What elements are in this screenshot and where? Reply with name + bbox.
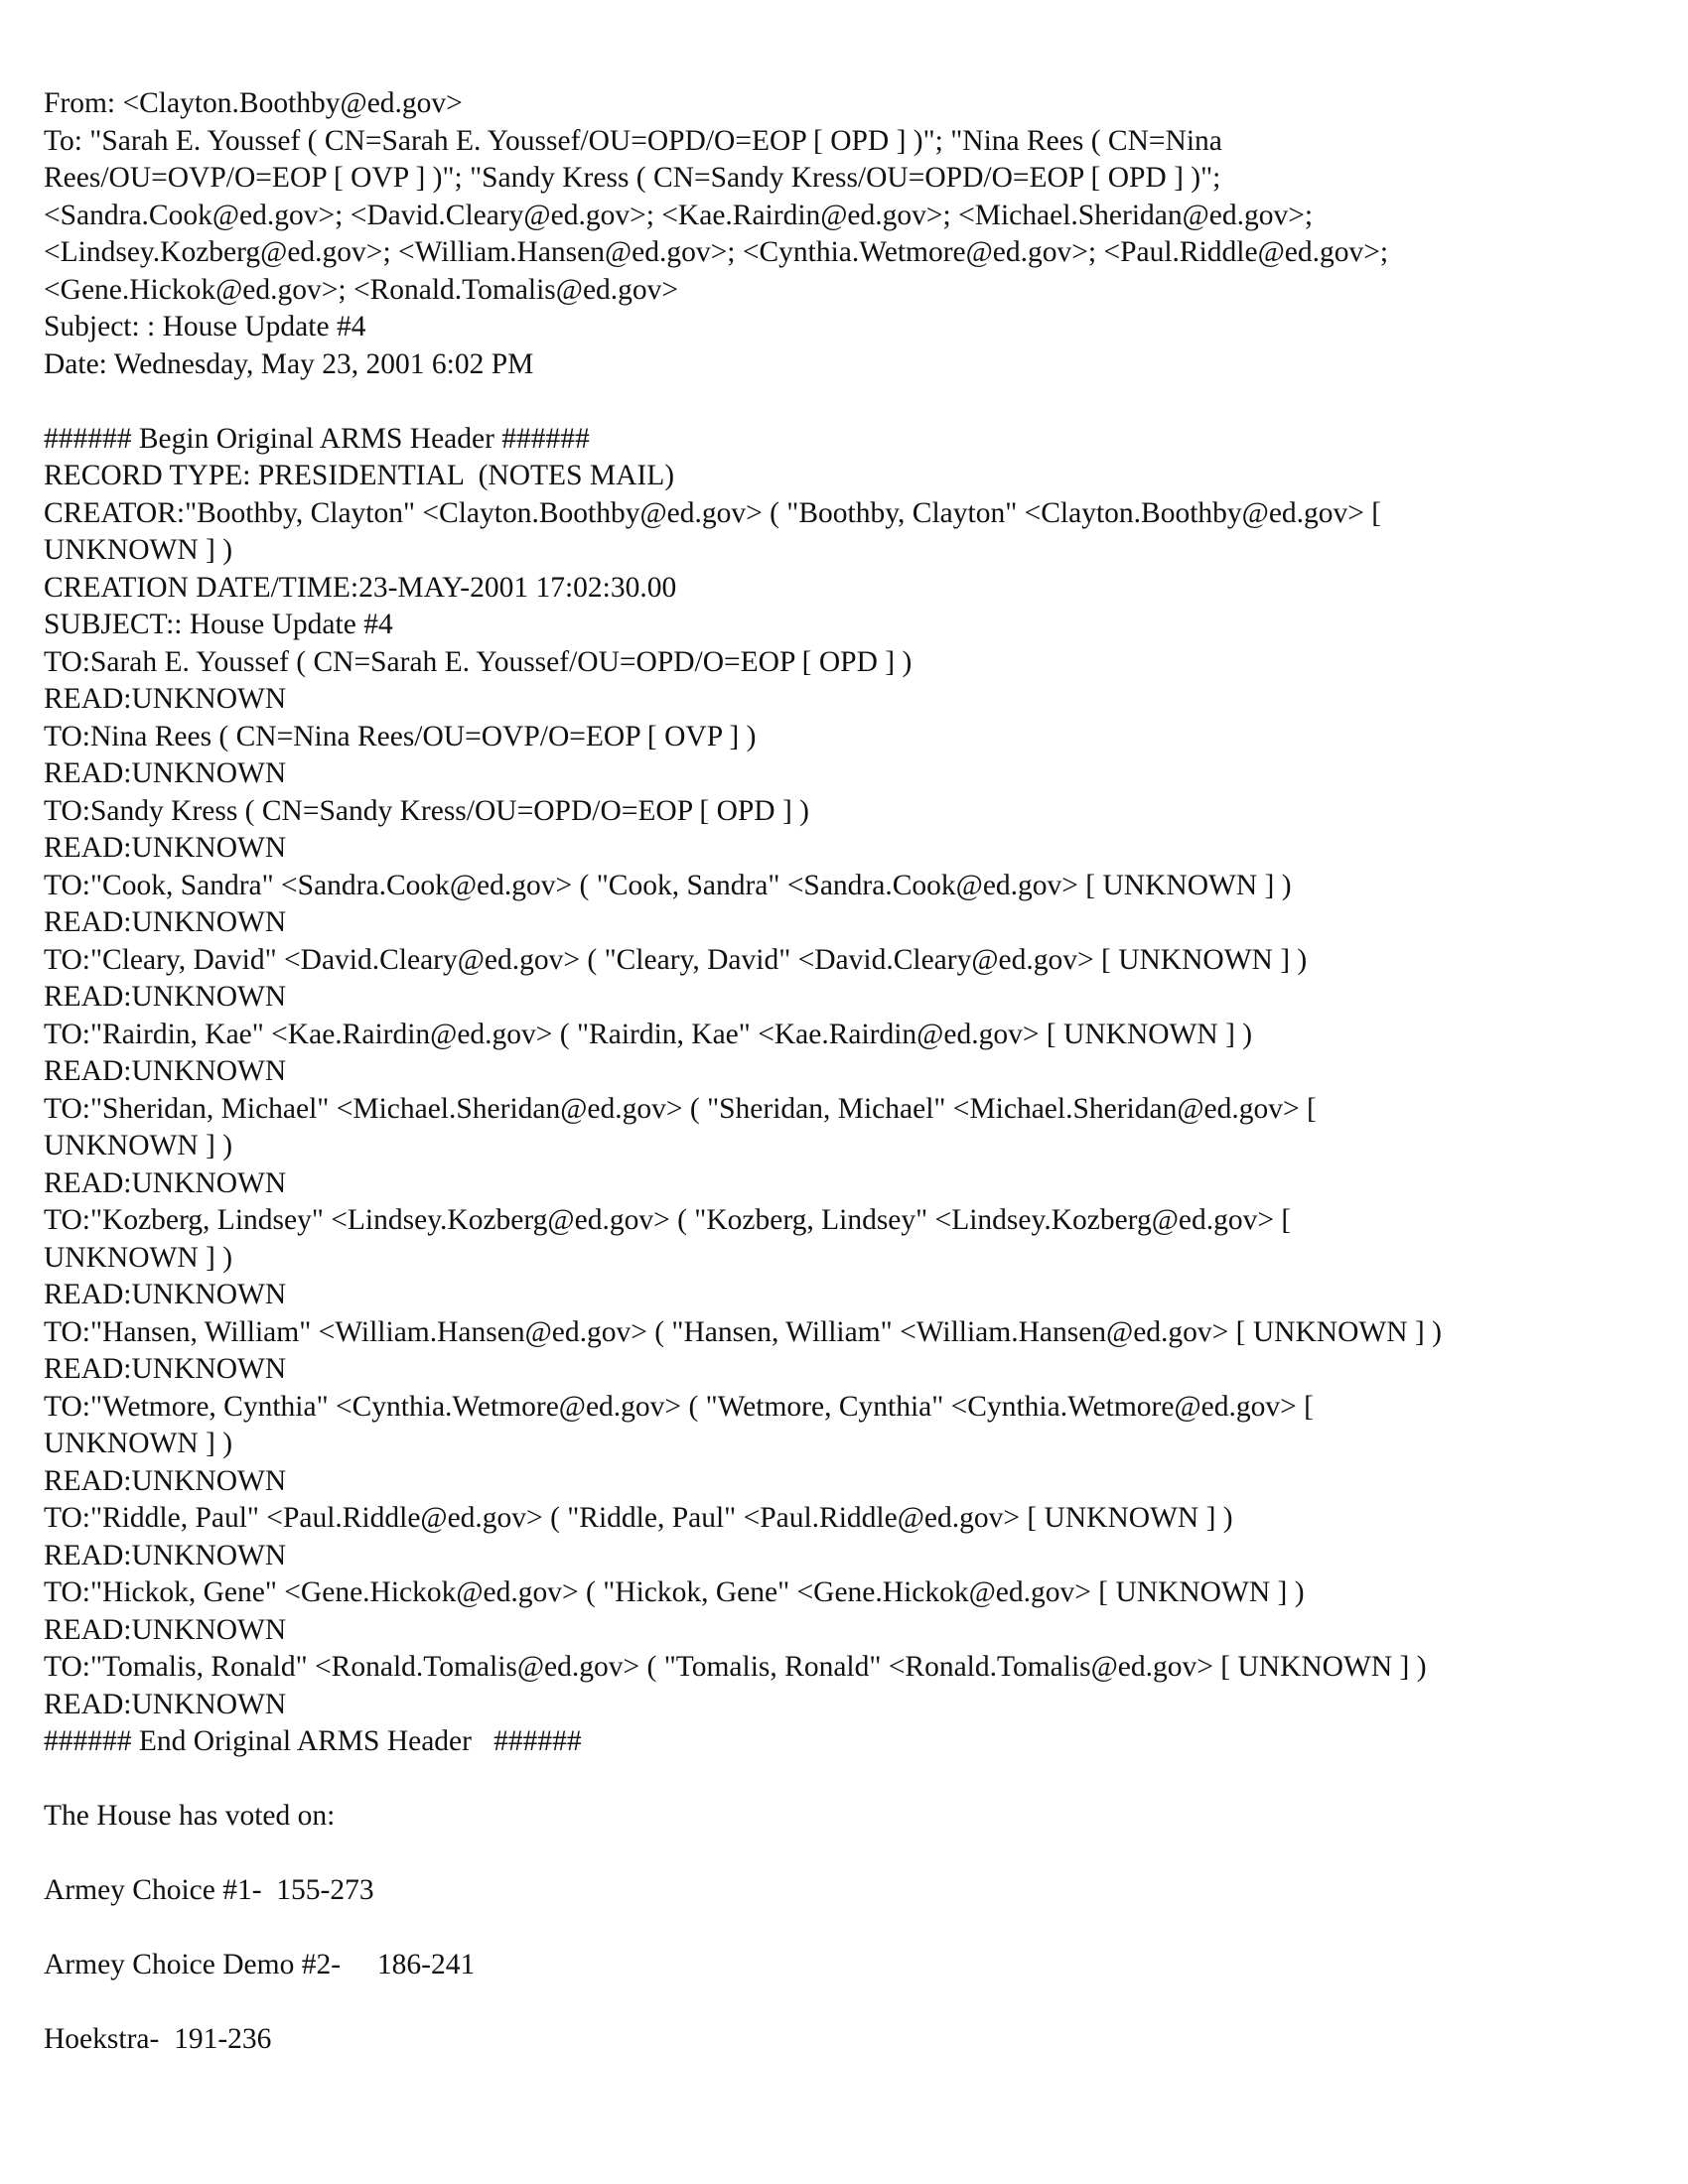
to-line: <Gene.Hickok@ed.gov>; <Ronald.Tomalis@ed.gov> <box>44 273 679 306</box>
recipient-list <box>44 644 1648 1724</box>
recipient-read-status: READ:UNKNOWN <box>44 906 287 938</box>
recipient-read-status: READ:UNKNOWN <box>44 832 287 864</box>
blank-line <box>44 1836 1648 1873</box>
email-header <box>44 85 1648 383</box>
creator-line: CREATOR:"Boothby, Clayton" <Clayton.Boothby@ed.gov> ( "Boothby, Clayton" <Clayton.Boothby@ed.gov> [ <box>44 496 1382 529</box>
recipient-to-line: UNKNOWN ] ) <box>44 1241 233 1274</box>
date-line: Date: Wednesday, May 23, 2001 6:02 PM <box>44 347 534 380</box>
recipient-to-line: TO:"Wetmore, Cynthia" <Cynthia.Wetmore@ed.gov> ( "Wetmore, Cynthia" <Cynthia.Wetmore@ed.gov> [ <box>44 1390 1314 1423</box>
arms-subject-line: SUBJECT:: House Update #4 <box>44 609 393 640</box>
blank-line <box>44 1761 1648 1799</box>
recipient-read-status: READ:UNKNOWN <box>44 1613 287 1646</box>
recipient-to-line: UNKNOWN ] ) <box>44 1428 233 1459</box>
recipient-to-line: TO:Nina Rees ( CN=Nina Rees/OU=OVP/O=EOP [ OVP ] ) <box>44 720 757 752</box>
vote-result: Armey Choice #1- 155-273 <box>44 1874 374 1906</box>
recipient-to-line: TO:"Riddle, Paul" <Paul.Riddle@ed.gov> ( "Riddle, Paul" <Paul.Riddle@ed.gov> [ UNKNOWN ] ) <box>44 1502 1233 1534</box>
arms-header <box>44 421 1648 1761</box>
recipient-to-line: UNKNOWN ] ) <box>44 1130 233 1161</box>
recipient-read-status: READ:UNKNOWN <box>44 1539 287 1571</box>
recipient-to-line: TO:"Sheridan, Michael" <Michael.Sheridan@ed.gov> ( "Sheridan, Michael" <Michael.Sheridan@ed.gov> [ <box>44 1092 1317 1125</box>
vote-result: Hoekstra- 191-236 <box>44 2023 272 2055</box>
recipient-to-line: TO:"Hickok, Gene" <Gene.Hickok@ed.gov> ( "Hickok, Gene" <Gene.Hickok@ed.gov> [ UNKNOWN ] ) <box>44 1576 1305 1608</box>
recipient-to-line: TO:"Tomalis, Ronald" <Ronald.Tomalis@ed.gov> ( "Tomalis, Ronald" <Ronald.Tomalis@ed.gov> [ UNKNOWN ] ) <box>44 1651 1427 1683</box>
from-line: From: <Clayton.Boothby@ed.gov> <box>44 87 463 119</box>
recipient-read-status: READ:UNKNOWN <box>44 1464 287 1497</box>
recipient-read-status: READ:UNKNOWN <box>44 1353 287 1385</box>
vote-result: Armey Choice Demo #2- 186-241 <box>44 1949 476 1980</box>
recipient-to-line: TO:Sarah E. Youssef ( CN=Sarah E. Youssef/OU=OPD/O=EOP [ OPD ] ) <box>44 645 913 678</box>
arms-begin-marker: ###### Begin Original ARMS Header ###### <box>44 422 590 455</box>
recipient-read-status: READ:UNKNOWN <box>44 1688 287 1720</box>
arms-end-marker: ###### End Original ARMS Header ###### <box>44 1725 582 1757</box>
recipient-to-line: TO:Sandy Kress ( CN=Sandy Kress/OU=OPD/O=EOP [ OPD ] ) <box>44 794 810 827</box>
blank-line <box>44 1910 1648 1948</box>
recipient-to-line: TO:"Cleary, David" <David.Cleary@ed.gov> ( "Cleary, David" <David.Cleary@ed.gov> [ UNKNOWN ] ) <box>44 943 1308 976</box>
recipient-read-status: READ:UNKNOWN <box>44 1166 287 1199</box>
to-line: <Lindsey.Kozberg@ed.gov>; <William.Hansen@ed.gov>; <Cynthia.Wetmore@ed.gov>; <Paul.Riddle@ed.gov>; <box>44 236 1389 268</box>
to-line: <Sandra.Cook@ed.gov>; <David.Cleary@ed.gov>; <Kae.Rairdin@ed.gov>; <Michael.Sheridan@ed.gov>; <box>44 199 1314 231</box>
recipient-read-status: READ:UNKNOWN <box>44 757 287 789</box>
recipient-read-status: READ:UNKNOWN <box>44 683 287 715</box>
body-intro: The House has voted on: <box>44 1800 336 1832</box>
blank-line <box>44 1984 1648 2022</box>
record-type-line: RECORD TYPE: PRESIDENTIAL (NOTES MAIL) <box>44 460 675 491</box>
to-line: To: "Sarah E. Youssef ( CN=Sarah E. Youssef/OU=OPD/O=EOP [ OPD ] )"; "Nina Rees ( CN=Nina <box>44 124 1222 157</box>
recipient-to-line: TO:"Hansen, William" <William.Hansen@ed.gov> ( "Hansen, William" <William.Hansen@ed.gov> [ UNKNOWN ] ) <box>44 1315 1442 1348</box>
blank-line <box>44 383 1648 421</box>
recipient-to-line: TO:"Rairdin, Kae" <Kae.Rairdin@ed.gov> ( "Rairdin, Kae" <Kae.Rairdin@ed.gov> [ UNKNOWN ] ) <box>44 1018 1253 1050</box>
to-line: Rees/OU=OVP/O=EOP [ OVP ] )"; "Sandy Kress ( CN=Sandy Kress/OU=OPD/O=EOP [ OPD ] )"; <box>44 162 1221 194</box>
message-body <box>44 1798 1648 2059</box>
subject-line: Subject: : House Update #4 <box>44 311 366 342</box>
recipient-read-status: READ:UNKNOWN <box>44 981 287 1013</box>
recipient-read-status: READ:UNKNOWN <box>44 1055 287 1087</box>
recipient-to-line: TO:"Cook, Sandra" <Sandra.Cook@ed.gov> ( "Cook, Sandra" <Sandra.Cook@ed.gov> [ UNKNOWN ] ) <box>44 869 1292 901</box>
creation-date-line: CREATION DATE/TIME:23-MAY-2001 17:02:30.00 <box>44 571 677 604</box>
recipient-read-status: READ:UNKNOWN <box>44 1279 287 1310</box>
creator-line: UNKNOWN ] ) <box>44 534 233 566</box>
recipient-to-line: TO:"Kozberg, Lindsey" <Lindsey.Kozberg@ed.gov> ( "Kozberg, Lindsey" <Lindsey.Kozberg@ed.gov> [ <box>44 1204 1292 1236</box>
